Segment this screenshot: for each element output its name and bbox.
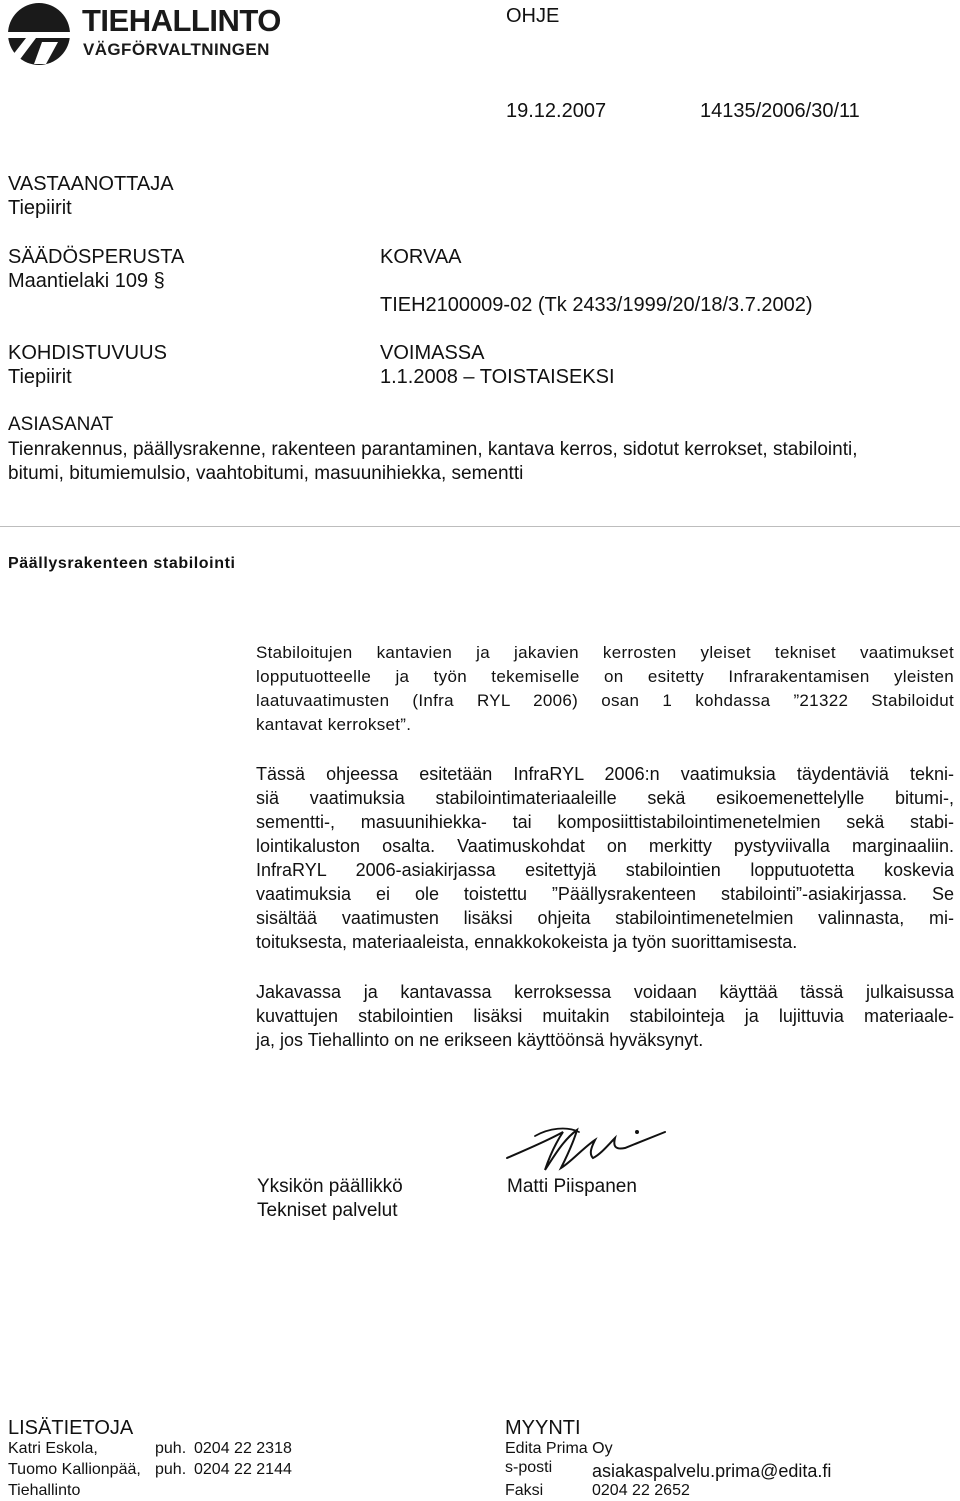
paragraph-line: kuvattujen stabilointien lisäksi muitakin stabilointeja ja lujittuvia materiaale- [256, 1006, 954, 1026]
keywords-line: bitumi, bitumiemulsio, vaahtobitumi, masuunihiekka, sementti [8, 463, 524, 484]
paragraph-line: sementti-, masuunihiekka- tai komposiittistabilointimenetelmien sekä stabi- [256, 812, 954, 832]
paragraph-line: vaatimuksia ei ole toistettu ”Päällysrakenteen stabilointi”-asiakirjassa. Se [256, 884, 954, 904]
contact-phone-label: puh. [155, 1461, 187, 1478]
validity-label: VOIMASSA [380, 342, 485, 364]
sales-label: MYYNTI [505, 1417, 581, 1439]
signer-unit: Tekniset palvelut [257, 1200, 398, 1221]
signer-name: Matti Piispanen [507, 1176, 637, 1197]
body-paragraph [256, 762, 954, 954]
paragraph-line: siä vaatimuksia stabilointimateriaaleille sekä esikoemenettelylle bitumi-, [256, 788, 954, 808]
sales-email-label: s-posti [505, 1459, 553, 1476]
contact-name: Katri Eskola, [8, 1440, 98, 1457]
keywords-label: ASIASANAT [8, 414, 114, 435]
sales-fax: 0204 22 2652 [592, 1482, 690, 1499]
paragraph-line: ja, jos Tiehallinto on ne erikseen käyttöönsä hyväksynyt. [256, 1030, 704, 1050]
body-paragraph [256, 980, 954, 1052]
sales-fax-label: Faksi [505, 1482, 544, 1499]
section-divider [0, 526, 960, 527]
paragraph-line: lointikaluston osalta. Vaatimuskohdat on merkitty pystyviivalla marginaaliin. [256, 836, 954, 856]
sales-email: asiakaspalvelu.prima@edita.fi [592, 1461, 832, 1481]
paragraph-line: lopputuotteelle ja työn tekemiselle on esitetty Infrarakentamisen yleisten [256, 667, 954, 686]
recipient-value: Tiepiirit [8, 197, 72, 219]
paragraph-line: kantavat kerrokset”. [256, 715, 412, 734]
body-paragraph [256, 641, 954, 737]
replaces-label: KORVAA [380, 246, 462, 268]
tiehallinto-logo [6, 2, 281, 66]
recipient-label: VASTAANOTTAJA [8, 173, 174, 195]
document-date: 19.12.2007 [506, 100, 607, 122]
contact-phone-label: puh. [155, 1440, 187, 1457]
contact-organization: Tiehallinto [8, 1482, 81, 1499]
sales-company: Edita Prima Oy [505, 1440, 613, 1457]
legal-basis-value: Maantielaki 109 § [8, 270, 165, 292]
contacts-label: LISÄTIETOJA [8, 1417, 134, 1439]
document-type: OHJE [506, 5, 560, 27]
tiehallinto-logo-icon [6, 2, 72, 66]
paragraph-line: InfraRYL 2006-asiakirjassa esitettyjä stabilointien lopputuotetta koskevia [256, 860, 954, 880]
paragraph-line: sisältää vaatimusten lisäksi ohjeita stabilointimenetelmien valinnasta, mi- [256, 908, 954, 928]
document-title: Päällysrakenteen stabilointi [8, 555, 236, 572]
replaces-value: TIEH2100009-02 (Tk 2433/1999/20/18/3.7.2002) [380, 294, 813, 316]
contact-phone: 0204 22 2144 [194, 1461, 292, 1478]
document-reference: 14135/2006/30/11 [700, 100, 860, 122]
paragraph-line: toituksesta, materiaaleista, ennakkokokeista ja työn suorittamisesta. [256, 932, 798, 952]
paragraph-line: Tässä ohjeessa esitetään InfraRYL 2006:n vaatimuksia täydentäviä tekni- [256, 764, 954, 784]
legal-basis-label: SÄÄDÖSPERUSTA [8, 246, 185, 268]
keywords-line: Tienrakennus, päällysrakenne, rakenteen parantaminen, kantava kerros, sidotut kerrokset, stabilointi, [8, 439, 858, 460]
logo-name: TIEHALLINTO [82, 3, 281, 38]
handwritten-signature [505, 1118, 670, 1178]
validity-value: 1.1.2008 – TOISTAISEKSI [380, 366, 615, 388]
logo-subname: VÄGFÖRVALTNINGEN [83, 40, 270, 59]
paragraph-line: laatuvaatimusten (Infra RYL 2006) osan 1 kohdassa ”21322 Stabiloidut [256, 691, 954, 710]
target-group-value: Tiepiirit [8, 366, 72, 388]
paragraph-line: Stabiloitujen kantavien ja jakavien kerrosten yleiset tekniset vaatimukset [256, 643, 954, 662]
signer-title: Yksikön päällikkö [257, 1176, 403, 1197]
contact-name: Tuomo Kallionpää, [8, 1461, 141, 1478]
contact-phone: 0204 22 2318 [194, 1440, 292, 1457]
paragraph-line: Jakavassa ja kantavassa kerroksessa voidaan käyttää tässä julkaisussa [256, 982, 954, 1002]
target-group-label: KOHDISTUVUUS [8, 342, 167, 364]
